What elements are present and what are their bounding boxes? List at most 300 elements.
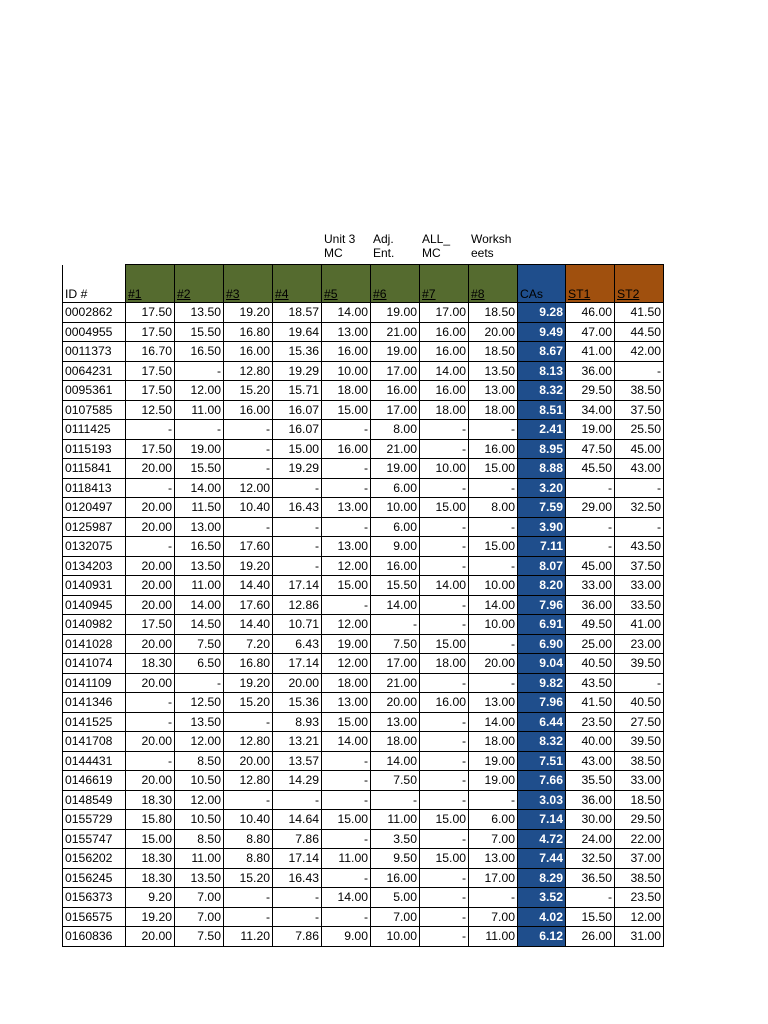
assignment-score-cell: 10.00: [371, 498, 420, 518]
assignment-score-cell: 20.00: [273, 673, 322, 693]
test-score-cell: 43.50: [566, 673, 615, 693]
assignment-score-cell: -: [273, 478, 322, 498]
assignment-score-cell: 19.20: [224, 556, 273, 576]
test-score-cell: 41.50: [566, 693, 615, 713]
student-id-cell: 0141525: [63, 712, 126, 732]
assignment-score-cell: 16.80: [224, 654, 273, 674]
test-score-cell: 45.00: [615, 439, 664, 459]
test-score-cell: 25.50: [615, 420, 664, 440]
assignment-score-cell: 7.50: [175, 927, 224, 947]
assignment-score-cell: 16.00: [420, 693, 469, 713]
assignment-score-cell: 12.00: [175, 732, 224, 752]
header-label: ST1: [568, 287, 591, 301]
test-score-cell: 37.00: [615, 849, 664, 869]
assignment-score-cell: 12.00: [322, 556, 371, 576]
assignment-score-cell: 10.00: [420, 459, 469, 479]
assignment-score-cell: 18.50: [469, 342, 518, 362]
assignment-column-header: [224, 265, 273, 303]
cas-cell: 7.66: [518, 771, 566, 791]
student-id-cell: 0115841: [63, 459, 126, 479]
table-row: [63, 829, 664, 849]
assignment-score-cell: 12.00: [322, 654, 371, 674]
student-id-cell: 0141346: [63, 693, 126, 713]
assignment-score-cell: 16.00: [420, 381, 469, 401]
assignment-score-cell: 15.20: [224, 693, 273, 713]
test-score-cell: 12.00: [615, 907, 664, 927]
test-score-cell: 30.00: [566, 810, 615, 830]
student-id-cell: 0140945: [63, 595, 126, 615]
cas-cell: 3.90: [518, 517, 566, 537]
assignment-score-cell: -: [420, 517, 469, 537]
cas-cell: 8.07: [518, 556, 566, 576]
test-score-cell: 36.00: [566, 595, 615, 615]
assignment-score-cell: 7.50: [371, 634, 420, 654]
assignment-score-cell: 7.50: [371, 771, 420, 791]
assignment-score-cell: -: [420, 732, 469, 752]
assignment-score-cell: 20.00: [371, 693, 420, 713]
assignment-score-cell: 14.00: [469, 712, 518, 732]
table-row: [63, 361, 664, 381]
assignment-score-cell: 20.00: [126, 459, 175, 479]
assignment-score-cell: 16.50: [175, 342, 224, 362]
test-score-cell: -: [566, 517, 615, 537]
test-score-cell: 29.50: [615, 810, 664, 830]
assignment-score-cell: -: [322, 790, 371, 810]
header-label: #7: [422, 287, 436, 301]
test-column-header: [566, 265, 615, 303]
assignment-score-cell: 11.00: [175, 576, 224, 596]
assignment-score-cell: -: [322, 829, 371, 849]
test-score-cell: 27.50: [615, 712, 664, 732]
assignment-score-cell: -: [322, 459, 371, 479]
assignment-score-cell: 20.00: [126, 634, 175, 654]
table-row: [63, 907, 664, 927]
cas-cell: 8.32: [518, 732, 566, 752]
test-score-cell: 42.00: [615, 342, 664, 362]
assignment-score-cell: 7.86: [273, 927, 322, 947]
assignment-score-cell: -: [322, 751, 371, 771]
assignment-score-cell: 13.50: [175, 556, 224, 576]
assignment-score-cell: 6.00: [469, 810, 518, 830]
assignment-score-cell: 19.00: [322, 634, 371, 654]
student-id-cell: 0125987: [63, 517, 126, 537]
assignment-score-cell: 6.50: [175, 654, 224, 674]
student-id-cell: 0118413: [63, 478, 126, 498]
assignment-score-cell: -: [420, 751, 469, 771]
assignment-score-cell: -: [273, 556, 322, 576]
assignment-score-cell: -: [420, 615, 469, 635]
assignment-score-cell: 16.50: [175, 537, 224, 557]
assignment-score-cell: 9.00: [371, 537, 420, 557]
assignment-score-cell: 18.00: [322, 673, 371, 693]
assignment-score-cell: 15.00: [322, 576, 371, 596]
assignment-score-cell: 14.29: [273, 771, 322, 791]
student-id-cell: 0156245: [63, 868, 126, 888]
assignment-score-cell: 16.00: [371, 556, 420, 576]
assignment-score-cell: -: [420, 790, 469, 810]
assignment-score-cell: 14.00: [322, 888, 371, 908]
assignment-score-cell: -: [224, 888, 273, 908]
test-score-cell: 39.50: [615, 732, 664, 752]
assignment-score-cell: 14.00: [420, 361, 469, 381]
assignment-score-cell: 16.00: [224, 400, 273, 420]
table-row: [63, 595, 664, 615]
assignment-score-cell: -: [420, 927, 469, 947]
test-score-cell: -: [615, 361, 664, 381]
assignment-score-cell: 16.70: [126, 342, 175, 362]
test-score-cell: 35.50: [566, 771, 615, 791]
column-note: Unit 3 MC: [324, 232, 356, 260]
table-row: [63, 673, 664, 693]
assignment-score-cell: 19.00: [469, 771, 518, 791]
assignment-score-cell: -: [420, 673, 469, 693]
test-score-cell: 45.00: [566, 556, 615, 576]
assignment-score-cell: 13.00: [469, 693, 518, 713]
cas-cell: 2.41: [518, 420, 566, 440]
assignment-score-cell: 8.50: [175, 751, 224, 771]
cas-cell: 3.52: [518, 888, 566, 908]
test-score-cell: 44.50: [615, 322, 664, 342]
assignment-score-cell: -: [469, 556, 518, 576]
assignment-score-cell: 7.86: [273, 829, 322, 849]
assignment-score-cell: 7.00: [371, 907, 420, 927]
assignment-score-cell: 17.00: [469, 868, 518, 888]
assignment-score-cell: 17.00: [371, 361, 420, 381]
test-score-cell: 29.00: [566, 498, 615, 518]
cas-cell: 6.90: [518, 634, 566, 654]
student-id-cell: 0111425: [63, 420, 126, 440]
cas-cell: 8.20: [518, 576, 566, 596]
table-row: [63, 576, 664, 596]
assignment-score-cell: 8.00: [469, 498, 518, 518]
assignment-score-cell: 14.40: [224, 576, 273, 596]
assignment-score-cell: -: [273, 888, 322, 908]
assignment-score-cell: 14.50: [175, 615, 224, 635]
column-note: Adj. Ent.: [373, 232, 395, 260]
assignment-score-cell: 21.00: [371, 673, 420, 693]
assignment-score-cell: 14.00: [322, 303, 371, 323]
assignment-score-cell: 15.00: [469, 459, 518, 479]
test-score-cell: 18.50: [615, 790, 664, 810]
assignment-score-cell: 15.00: [322, 810, 371, 830]
assignment-score-cell: -: [273, 790, 322, 810]
assignment-score-cell: 19.20: [224, 673, 273, 693]
assignment-score-cell: 17.00: [371, 654, 420, 674]
student-id-cell: 0141708: [63, 732, 126, 752]
assignment-score-cell: 13.57: [273, 751, 322, 771]
student-id-cell: 0148549: [63, 790, 126, 810]
assignment-score-cell: 9.00: [322, 927, 371, 947]
test-score-cell: 32.50: [615, 498, 664, 518]
cas-cell: 6.44: [518, 712, 566, 732]
assignment-score-cell: 12.80: [224, 361, 273, 381]
grade-sheet: [62, 228, 664, 947]
assignment-score-cell: 16.00: [322, 342, 371, 362]
assignment-score-cell: 15.71: [273, 381, 322, 401]
test-score-cell: 33.50: [615, 595, 664, 615]
assignment-score-cell: 11.00: [175, 849, 224, 869]
assignment-score-cell: 14.00: [420, 576, 469, 596]
assignment-score-cell: 13.00: [469, 381, 518, 401]
test-score-cell: 37.50: [615, 556, 664, 576]
assignment-score-cell: 13.00: [371, 712, 420, 732]
assignment-score-cell: -: [224, 420, 273, 440]
assignment-score-cell: 8.50: [175, 829, 224, 849]
student-id-cell: 0156373: [63, 888, 126, 908]
table-row: [63, 693, 664, 713]
assignment-score-cell: 16.43: [273, 498, 322, 518]
assignment-score-cell: 8.80: [224, 829, 273, 849]
assignment-score-cell: -: [371, 615, 420, 635]
assignment-score-cell: 20.00: [469, 654, 518, 674]
assignment-score-cell: -: [322, 595, 371, 615]
assignment-score-cell: -: [469, 790, 518, 810]
assignment-score-cell: -: [126, 693, 175, 713]
test-score-cell: 49.50: [566, 615, 615, 635]
student-id-cell: 0107585: [63, 400, 126, 420]
test-score-cell: 23.50: [566, 712, 615, 732]
assignment-score-cell: 18.57: [273, 303, 322, 323]
test-score-cell: 22.00: [615, 829, 664, 849]
assignment-score-cell: 10.40: [224, 810, 273, 830]
test-score-cell: 45.50: [566, 459, 615, 479]
cas-cell: 8.88: [518, 459, 566, 479]
assignment-score-cell: 18.30: [126, 868, 175, 888]
column-notes: [62, 228, 664, 264]
assignment-score-cell: 14.64: [273, 810, 322, 830]
student-id-cell: 0140931: [63, 576, 126, 596]
assignment-score-cell: 15.00: [322, 400, 371, 420]
assignment-score-cell: 18.30: [126, 849, 175, 869]
test-score-cell: 36.50: [566, 868, 615, 888]
assignment-score-cell: 13.00: [322, 693, 371, 713]
assignment-score-cell: 13.21: [273, 732, 322, 752]
assignment-score-cell: -: [175, 361, 224, 381]
assignment-score-cell: -: [126, 751, 175, 771]
table-row: [63, 400, 664, 420]
test-score-cell: -: [615, 478, 664, 498]
test-score-cell: 33.00: [615, 771, 664, 791]
student-id-cell: 0141074: [63, 654, 126, 674]
assignment-score-cell: 11.50: [175, 498, 224, 518]
assignment-score-cell: 17.00: [371, 400, 420, 420]
test-score-cell: 43.00: [615, 459, 664, 479]
table-row: [63, 927, 664, 947]
test-score-cell: 40.50: [615, 693, 664, 713]
assignment-score-cell: -: [126, 712, 175, 732]
assignment-score-cell: 15.00: [420, 634, 469, 654]
student-id-cell: 0134203: [63, 556, 126, 576]
assignment-score-cell: -: [469, 517, 518, 537]
assignment-score-cell: 17.60: [224, 595, 273, 615]
test-score-cell: 25.00: [566, 634, 615, 654]
assignment-score-cell: 11.00: [322, 849, 371, 869]
test-score-cell: -: [615, 517, 664, 537]
test-score-cell: 15.50: [566, 907, 615, 927]
assignment-score-cell: 20.00: [126, 576, 175, 596]
assignment-score-cell: -: [322, 478, 371, 498]
assignment-score-cell: 18.00: [469, 400, 518, 420]
table-row: [63, 478, 664, 498]
header-label: ST2: [617, 287, 640, 301]
assignment-score-cell: 17.14: [273, 849, 322, 869]
assignment-score-cell: 17.50: [126, 303, 175, 323]
grades-table: [62, 264, 664, 947]
assignment-score-cell: 16.00: [322, 439, 371, 459]
assignment-score-cell: -: [371, 790, 420, 810]
assignment-score-cell: 16.00: [420, 342, 469, 362]
assignment-score-cell: 6.00: [371, 517, 420, 537]
assignment-score-cell: 15.00: [420, 849, 469, 869]
assignment-score-cell: 18.00: [371, 732, 420, 752]
header-label: #4: [275, 287, 289, 301]
cas-cell: 7.51: [518, 751, 566, 771]
assignment-score-cell: 11.00: [175, 400, 224, 420]
test-score-cell: 24.00: [566, 829, 615, 849]
table-row: [63, 439, 664, 459]
student-id-cell: 0141028: [63, 634, 126, 654]
test-score-cell: 33.00: [566, 576, 615, 596]
test-score-cell: -: [615, 673, 664, 693]
table-row: [63, 420, 664, 440]
assignment-score-cell: -: [322, 868, 371, 888]
assignment-score-cell: -: [420, 829, 469, 849]
assignment-score-cell: 16.80: [224, 322, 273, 342]
assignment-score-cell: 21.00: [371, 439, 420, 459]
assignment-score-cell: 13.00: [175, 517, 224, 537]
assignment-score-cell: -: [420, 907, 469, 927]
assignment-score-cell: 17.00: [420, 303, 469, 323]
assignment-score-cell: 7.50: [175, 634, 224, 654]
test-score-cell: 40.50: [566, 654, 615, 674]
table-row: [63, 615, 664, 635]
test-score-cell: -: [566, 888, 615, 908]
assignment-score-cell: 12.86: [273, 595, 322, 615]
table-row: [63, 381, 664, 401]
student-id-cell: 0095361: [63, 381, 126, 401]
assignment-score-cell: 12.50: [126, 400, 175, 420]
test-score-cell: 38.50: [615, 751, 664, 771]
assignment-score-cell: 16.00: [420, 322, 469, 342]
test-score-cell: 41.00: [566, 342, 615, 362]
assignment-score-cell: 12.00: [175, 790, 224, 810]
assignment-column-header: [322, 265, 371, 303]
assignment-score-cell: 16.00: [371, 381, 420, 401]
cas-cell: 7.11: [518, 537, 566, 557]
assignment-score-cell: 21.00: [371, 322, 420, 342]
assignment-score-cell: 20.00: [126, 498, 175, 518]
assignment-score-cell: 17.50: [126, 615, 175, 635]
assignment-score-cell: -: [224, 790, 273, 810]
assignment-score-cell: -: [175, 420, 224, 440]
assignment-score-cell: -: [224, 907, 273, 927]
assignment-score-cell: 17.14: [273, 654, 322, 674]
table-row: [63, 634, 664, 654]
assignment-score-cell: -: [322, 517, 371, 537]
assignment-score-cell: 20.00: [126, 556, 175, 576]
assignment-score-cell: 10.00: [469, 615, 518, 635]
cas-cell: 7.44: [518, 849, 566, 869]
student-id-cell: 0140982: [63, 615, 126, 635]
assignment-score-cell: -: [224, 712, 273, 732]
test-score-cell: 32.50: [566, 849, 615, 869]
cas-cell: 7.59: [518, 498, 566, 518]
cas-cell: 8.67: [518, 342, 566, 362]
assignment-score-cell: 5.00: [371, 888, 420, 908]
table-row: [63, 459, 664, 479]
assignment-column-header: [273, 265, 322, 303]
assignment-score-cell: 16.00: [224, 342, 273, 362]
assignment-score-cell: 7.00: [175, 907, 224, 927]
assignment-score-cell: -: [273, 537, 322, 557]
assignment-score-cell: 20.00: [126, 927, 175, 947]
assignment-score-cell: 9.20: [126, 888, 175, 908]
assignment-score-cell: 10.00: [322, 361, 371, 381]
assignment-score-cell: 19.20: [126, 907, 175, 927]
table-row: [63, 498, 664, 518]
assignment-score-cell: 10.50: [175, 810, 224, 830]
assignment-score-cell: 17.14: [273, 576, 322, 596]
assignment-score-cell: 16.43: [273, 868, 322, 888]
assignment-score-cell: 20.00: [126, 517, 175, 537]
assignment-score-cell: 20.00: [224, 751, 273, 771]
assignment-score-cell: 12.00: [175, 381, 224, 401]
assignment-score-cell: 10.00: [469, 576, 518, 596]
assignment-score-cell: -: [420, 556, 469, 576]
assignment-score-cell: -: [224, 459, 273, 479]
assignment-score-cell: 12.00: [224, 478, 273, 498]
table-row: [63, 303, 664, 323]
test-score-cell: -: [566, 478, 615, 498]
assignment-score-cell: 8.00: [371, 420, 420, 440]
header-label: ID #: [65, 287, 88, 301]
assignment-score-cell: 7.20: [224, 634, 273, 654]
assignment-column-header: [469, 265, 518, 303]
cas-cell: 7.96: [518, 595, 566, 615]
table-row: [63, 888, 664, 908]
column-note: ALL_ MC: [422, 232, 451, 260]
assignment-score-cell: 18.00: [420, 654, 469, 674]
assignment-score-cell: 17.60: [224, 537, 273, 557]
student-id-cell: 0156202: [63, 849, 126, 869]
assignment-score-cell: 15.00: [420, 498, 469, 518]
cas-cell: 9.28: [518, 303, 566, 323]
assignment-score-cell: 19.29: [273, 361, 322, 381]
assignment-score-cell: 13.50: [469, 361, 518, 381]
table-row: [63, 517, 664, 537]
assignment-score-cell: -: [322, 420, 371, 440]
student-id-cell: 0115193: [63, 439, 126, 459]
assignment-score-cell: 14.00: [469, 595, 518, 615]
assignment-score-cell: -: [420, 537, 469, 557]
cas-column-header: [518, 265, 566, 303]
test-score-cell: 23.00: [615, 634, 664, 654]
assignment-score-cell: 12.50: [175, 693, 224, 713]
test-score-cell: 46.00: [566, 303, 615, 323]
header-label: CAs: [520, 287, 544, 301]
assignment-score-cell: 13.50: [175, 868, 224, 888]
assignment-score-cell: -: [126, 537, 175, 557]
cas-cell: 8.29: [518, 868, 566, 888]
assignment-score-cell: 13.00: [322, 498, 371, 518]
student-id-cell: 0146619: [63, 771, 126, 791]
assignment-score-cell: 15.50: [371, 576, 420, 596]
cas-cell: 9.04: [518, 654, 566, 674]
test-score-cell: 47.50: [566, 439, 615, 459]
assignment-score-cell: 15.20: [224, 868, 273, 888]
assignment-score-cell: 10.50: [175, 771, 224, 791]
cas-cell: 6.91: [518, 615, 566, 635]
